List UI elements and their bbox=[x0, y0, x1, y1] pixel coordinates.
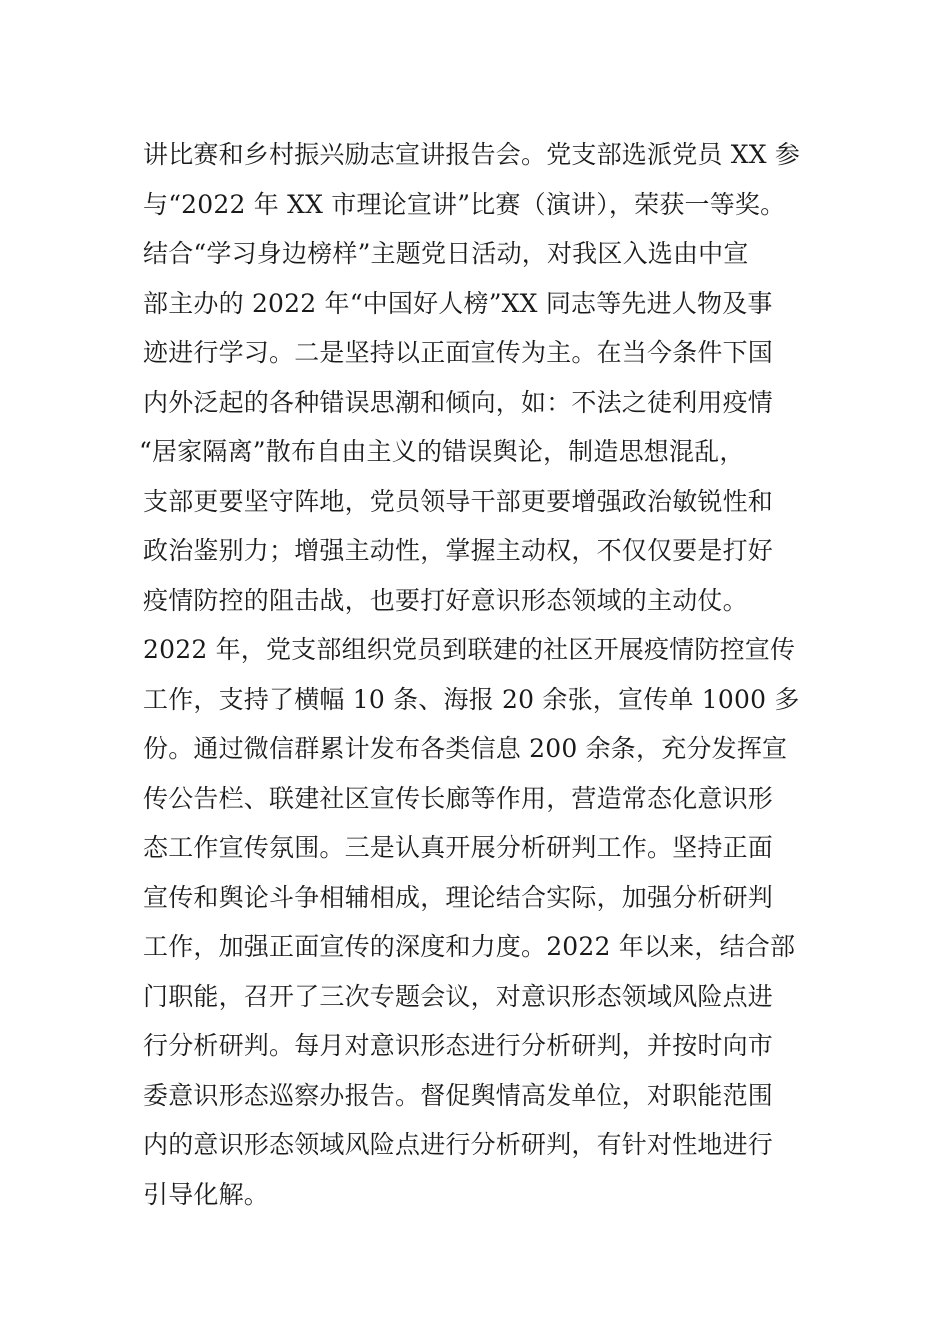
text-line-9: 政治鉴别力；增强主动性，掌握主动权，不仅仅要是打好 bbox=[143, 536, 774, 565]
text-line-17: 工作，加强正面宣传的深度和力度。2022 年以来，结合部 bbox=[143, 932, 796, 961]
text-line-11: 2022 年，党支部组织党员到联建的社区开展疫情防控宣传 bbox=[143, 635, 796, 664]
text-line-15: 态工作宣传氛围。三是认真开展分析研判工作。坚持正面 bbox=[143, 833, 774, 862]
text-line-2: 与“2022 年 XX 市理论宣讲”比赛（演讲），荣获一等奖。 bbox=[143, 189, 786, 219]
text-line-16: 宣传和舆论斗争相辅相成，理论结合实际，加强分析研判 bbox=[143, 882, 774, 912]
text-line-5: 迹进行学习。二是坚持以正面宣传为主。在当今条件下国 bbox=[143, 338, 774, 367]
text-line-19: 行分析研判。每月对意识形态进行分析研判，并按时向市 bbox=[143, 1031, 774, 1060]
body-text bbox=[139, 130, 843, 1219]
text-line-13: 份。通过微信群累计发布各类信息 200 余条，充分发挥宣 bbox=[143, 734, 788, 763]
text-line-6: 内外泛起的各种错误思潮和倾向，如：不法之徒利用疫情 bbox=[143, 387, 774, 417]
text-line-21: 内的意识形态领域风险点进行分析研判，有针对性地进行 bbox=[143, 1130, 774, 1159]
text-line-14: 传公告栏、联建社区宣传长廊等作用，营造常态化意识形 bbox=[143, 783, 774, 813]
text-line-20: 委意识形态巡察办报告。督促舆情高发单位，对职能范围 bbox=[143, 1080, 774, 1110]
text-line-18: 门职能，召开了三次专题会议，对意识形态领域风险点进 bbox=[143, 981, 774, 1011]
text-line-22: 引导化解。 bbox=[143, 1179, 270, 1209]
text-line-7: “居家隔离”散布自由主义的错误舆论，制造思想混乱， bbox=[139, 437, 745, 466]
text-line-12: 工作，支持了横幅 10 条、海报 20 余张，宣传单 1000 多 bbox=[143, 684, 800, 714]
text-line-3: 结合“学习身边榜样”主题党日活动，对我区入选由中宣 bbox=[143, 239, 749, 268]
text-line-1: 讲比赛和乡村振兴励志宣讲报告会。党支部选派党员 XX 参 bbox=[143, 140, 801, 169]
text-line-4: 部主办的 2022 年“中国好人榜”XX 同志等先进人物及事 bbox=[143, 288, 773, 318]
text-line-10: 疫情防控的阻击战，也要打好意识形态领域的主动仗。 bbox=[143, 585, 748, 615]
text-line-8: 支部更要坚守阵地，党员领导干部更要增强政治敏锐性和 bbox=[143, 486, 774, 516]
